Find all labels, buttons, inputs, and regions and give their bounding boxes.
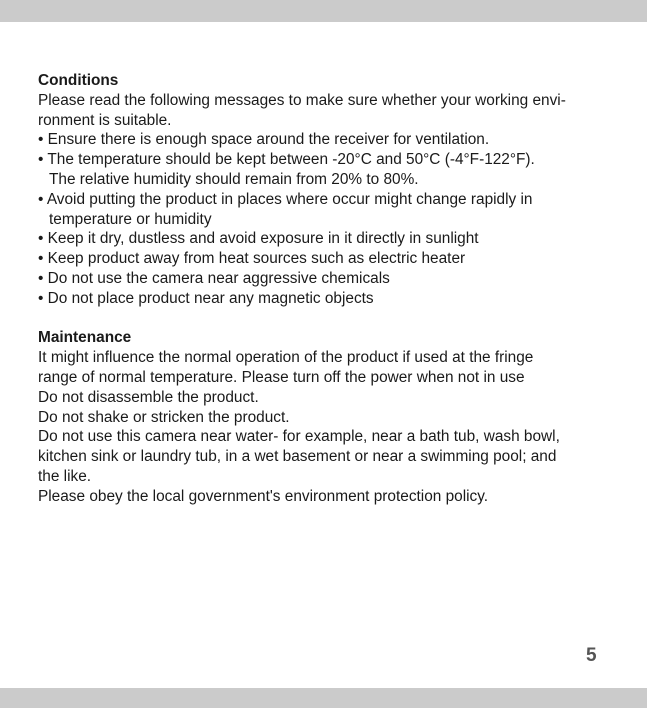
maintenance-section: [38, 328, 618, 506]
condition-bullet: • Ensure there is enough space around the receiver for ventilation.: [38, 131, 490, 149]
maintenance-line: Do not use this camera near water- for example, near a bath tub, wash bowl,: [38, 428, 560, 446]
maintenance-heading: Maintenance: [38, 329, 132, 347]
conditions-heading: Conditions: [38, 72, 119, 89]
section-spacer: [38, 309, 618, 329]
condition-bullet: • Do not place product near any magnetic objects: [38, 289, 374, 307]
condition-bullet: • Keep product away from heat sources such as electric heater: [38, 250, 466, 268]
condition-bullet: • The temperature should be kept between -20°C and 50°C (-4°F-122°F).: [38, 151, 535, 169]
conditions-intro-line: Please read the following messages to make sure whether your working envi-: [38, 91, 566, 109]
condition-bullet: • Avoid putting the product in places where occur might change rapidly in: [38, 190, 533, 208]
maintenance-line: Do not shake or stricken the product.: [38, 408, 290, 426]
bottom-bar: [0, 688, 647, 708]
condition-bullet: • Keep it dry, dustless and avoid exposure in it directly in sunlight: [38, 230, 479, 248]
condition-bullet-continuation: The relative humidity should remain from 20% to 80%.: [49, 170, 419, 188]
maintenance-line: the like.: [38, 467, 92, 485]
conditions-intro-line: ronment is suitable.: [38, 111, 172, 129]
top-bar: [0, 0, 647, 22]
maintenance-line: Do not disassemble the product.: [38, 388, 259, 406]
conditions-section: [38, 71, 618, 309]
maintenance-line: It might influence the normal operation of the product if used at the fringe: [38, 349, 534, 367]
maintenance-line: kitchen sink or laundry tub, in a wet basement or near a swimming pool; and: [38, 448, 557, 466]
maintenance-line: Please obey the local government's environment protection policy.: [38, 487, 489, 505]
condition-bullet-continuation: temperature or humidity: [49, 210, 212, 228]
maintenance-line: range of normal temperature. Please turn off the power when not in use: [38, 368, 525, 386]
page-content: [38, 71, 618, 507]
condition-bullet: • Do not use the camera near aggressive chemicals: [38, 269, 390, 287]
page-number: 5: [586, 645, 597, 666]
